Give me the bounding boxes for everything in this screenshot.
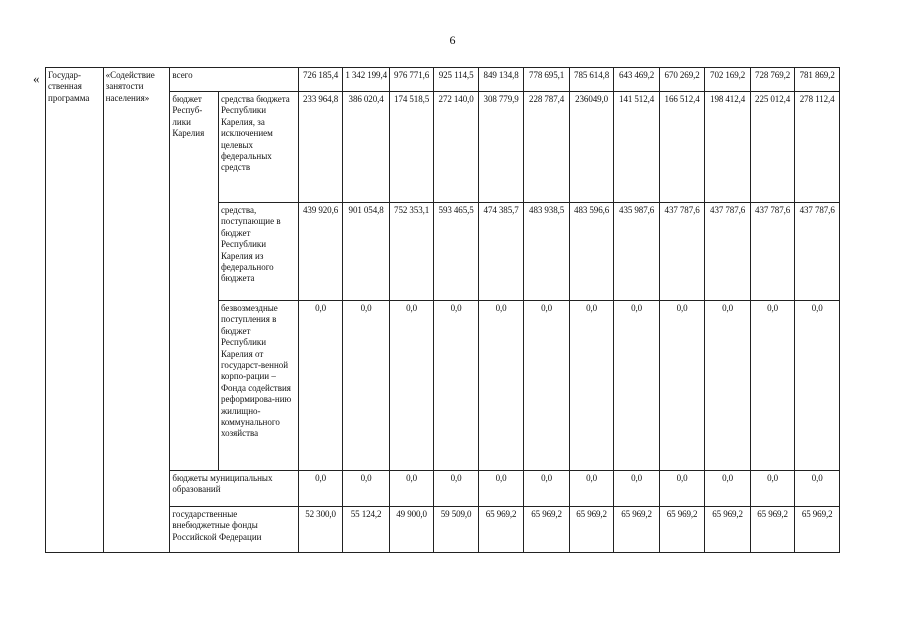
- value-cell: 0,0: [569, 471, 614, 507]
- value-cell: 437 787,6: [705, 203, 751, 301]
- value-cell: 925 114,5: [434, 68, 479, 92]
- value-cell: 0,0: [343, 301, 390, 471]
- value-cell: 752 353,1: [389, 203, 434, 301]
- source-extrabudgetary-funds: государственные внебюджетные фонды Российской Федерации: [170, 507, 298, 553]
- value-cell: 65 969,2: [524, 507, 570, 553]
- value-cell: 65 969,2: [478, 507, 524, 553]
- value-cell: 0,0: [298, 471, 343, 507]
- budget-table: [45, 67, 840, 553]
- value-cell: 0,0: [659, 301, 705, 471]
- value-cell: 236049,0: [569, 92, 614, 203]
- value-cell: 0,0: [795, 301, 840, 471]
- page-number: 6: [449, 33, 456, 47]
- value-cell: 778 695,1: [524, 68, 570, 92]
- value-cell: 726 185,4: [298, 68, 343, 92]
- value-cell: 55 124,2: [343, 507, 390, 553]
- value-cell: 141 512,4: [614, 92, 660, 203]
- budget-group-cell: бюджет Респуб-лики Карелия: [170, 92, 219, 471]
- value-cell: 0,0: [795, 471, 840, 507]
- source-municipal: бюджеты муниципальных образований: [170, 471, 298, 507]
- value-cell: 643 469,2: [614, 68, 660, 92]
- source-housing-fund: безвозмездные поступления в бюджет Республики Карелия от государст-венной корпо-рации – Фонда содействия реформирова-нию жилищно-коммунального хозяйства: [218, 301, 298, 471]
- value-cell: 785 614,8: [569, 68, 614, 92]
- value-cell: 65 969,2: [569, 507, 614, 553]
- value-cell: 0,0: [524, 301, 570, 471]
- source-total: всего: [170, 68, 298, 92]
- value-cell: 0,0: [705, 301, 751, 471]
- value-cell: 166 512,4: [659, 92, 705, 203]
- value-cell: 0,0: [478, 471, 524, 507]
- value-cell: 0,0: [478, 301, 524, 471]
- value-cell: 593 465,5: [434, 203, 479, 301]
- value-cell: 483 596,6: [569, 203, 614, 301]
- value-cell: 437 787,6: [659, 203, 705, 301]
- value-cell: 437 787,6: [750, 203, 795, 301]
- value-cell: 0,0: [705, 471, 751, 507]
- value-cell: 702 169,2: [705, 68, 751, 92]
- value-cell: 437 787,6: [795, 203, 840, 301]
- value-cell: 901 054,8: [343, 203, 390, 301]
- value-cell: 0,0: [750, 471, 795, 507]
- value-cell: 670 269,2: [659, 68, 705, 92]
- table-row-total: [46, 68, 840, 92]
- value-cell: 174 518,5: [389, 92, 434, 203]
- value-cell: 849 134,8: [478, 68, 524, 92]
- value-cell: 435 987,6: [614, 203, 660, 301]
- value-cell: 198 412,4: [705, 92, 751, 203]
- value-cell: 976 771,6: [389, 68, 434, 92]
- value-cell: 52 300,0: [298, 507, 343, 553]
- value-cell: 0,0: [659, 471, 705, 507]
- value-cell: 65 969,2: [659, 507, 705, 553]
- value-cell: 0,0: [389, 301, 434, 471]
- value-cell: 0,0: [434, 471, 479, 507]
- value-cell: 386 020,4: [343, 92, 390, 203]
- value-cell: 59 509,0: [434, 507, 479, 553]
- value-cell: 272 140,0: [434, 92, 479, 203]
- value-cell: 233 964,8: [298, 92, 343, 203]
- value-cell: 0,0: [389, 471, 434, 507]
- value-cell: 439 920,6: [298, 203, 343, 301]
- value-cell: 483 938,5: [524, 203, 570, 301]
- value-cell: 474 385,7: [478, 203, 524, 301]
- value-cell: 781 869,2: [795, 68, 840, 92]
- value-cell: 0,0: [614, 471, 660, 507]
- value-cell: 0,0: [524, 471, 570, 507]
- value-cell: 49 900,0: [389, 507, 434, 553]
- value-cell: 0,0: [343, 471, 390, 507]
- program-type-cell: Государ-ственная программа: [46, 68, 104, 553]
- opening-quote-mark: «: [33, 71, 40, 86]
- value-cell: 65 969,2: [614, 507, 660, 553]
- value-cell: 278 112,4: [795, 92, 840, 203]
- value-cell: 65 969,2: [795, 507, 840, 553]
- value-cell: 0,0: [750, 301, 795, 471]
- source-federal-transfers: средства, поступающие в бюджет Республики Карелия из федерального бюджета: [218, 203, 298, 301]
- value-cell: 0,0: [298, 301, 343, 471]
- value-cell: 65 969,2: [705, 507, 751, 553]
- value-cell: 0,0: [569, 301, 614, 471]
- value-cell: 225 012,4: [750, 92, 795, 203]
- value-cell: 65 969,2: [750, 507, 795, 553]
- value-cell: 308 779,9: [478, 92, 524, 203]
- source-regional-own: средства бюджета Республики Карелия, за исключением целевых федеральных средств: [218, 92, 298, 203]
- value-cell: 228 787,4: [524, 92, 570, 203]
- program-name-cell: «Содействие занятости населения»: [103, 68, 170, 553]
- value-cell: 728 769,2: [750, 68, 795, 92]
- value-cell: 1 342 199,4: [343, 68, 390, 92]
- value-cell: 0,0: [614, 301, 660, 471]
- value-cell: 0,0: [434, 301, 479, 471]
